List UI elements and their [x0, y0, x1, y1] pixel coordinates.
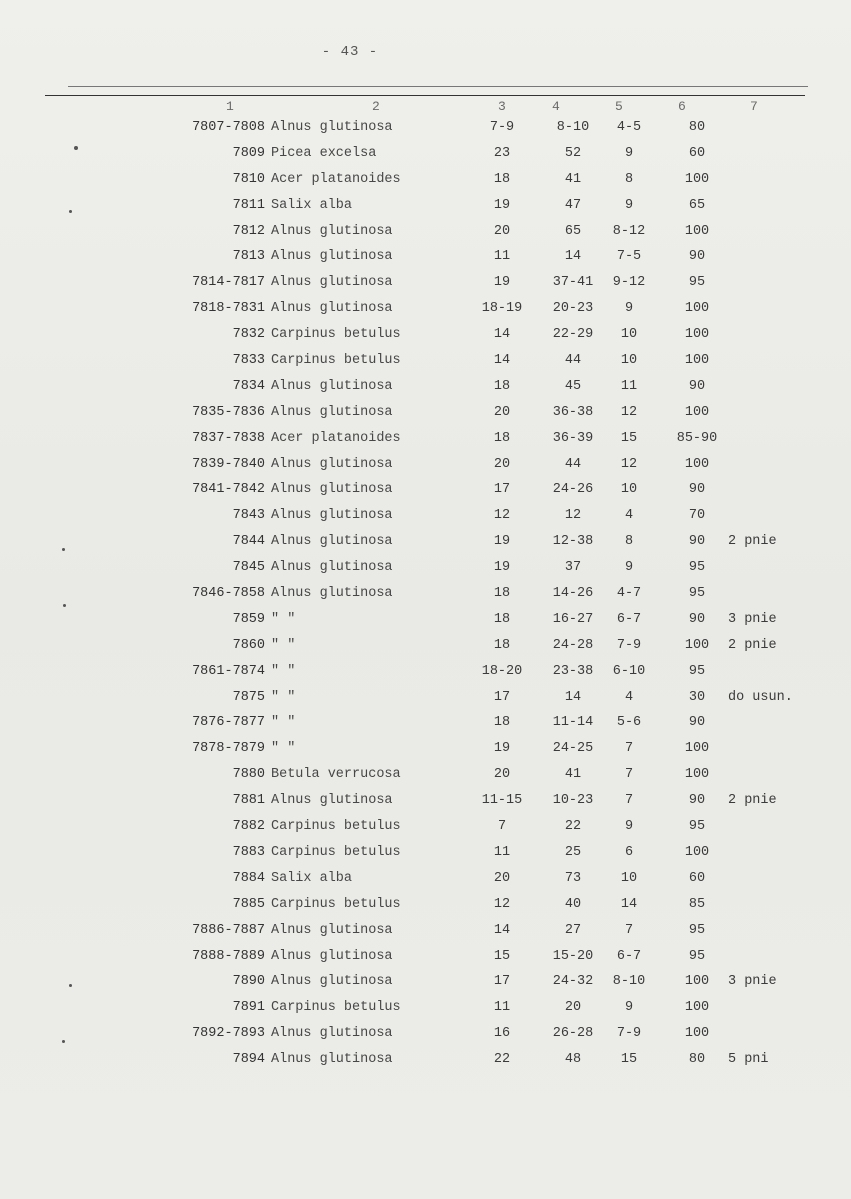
cell-col-5: 6 — [624, 844, 634, 860]
cell-col-2: Alnus glutinosa — [271, 249, 393, 265]
paper-speck — [62, 1040, 65, 1043]
cell-col-5: 8-12 — [612, 223, 646, 239]
cell-col-7: 2 pnie — [728, 793, 777, 809]
cell-col-3: 14 — [493, 353, 511, 369]
cell-col-3: 20 — [493, 404, 511, 420]
cell-col-3: 19 — [493, 560, 511, 576]
cell-col-3: 19 — [493, 741, 511, 757]
cell-col-6: 90 — [688, 611, 706, 627]
cell-col-4: 40 — [564, 896, 582, 912]
cell-col-3: 18-20 — [481, 663, 523, 679]
cell-col-4: 41 — [564, 767, 582, 783]
cell-col-3: 18 — [493, 586, 511, 602]
table-row — [0, 664, 851, 690]
cell-col-5: 8 — [624, 534, 634, 550]
cell-col-6: 80 — [688, 1052, 706, 1068]
cell-col-5: 15 — [620, 1052, 638, 1068]
cell-col-3: 18-19 — [481, 301, 523, 317]
cell-col-2: Alnus glutinosa — [271, 223, 393, 239]
cell-col-4: 44 — [564, 353, 582, 369]
cell-col-4: 22-29 — [552, 327, 594, 343]
paper-speck — [69, 984, 72, 987]
cell-col-1: 7875 — [232, 689, 265, 705]
cell-col-2: Alnus glutinosa — [271, 534, 393, 550]
cell-col-1: 7809 — [232, 145, 265, 161]
cell-col-6: 100 — [684, 456, 710, 472]
table-row — [0, 249, 851, 275]
table-row — [0, 120, 851, 146]
cell-col-1: 7878-7879 — [192, 741, 265, 757]
cell-col-3: 18 — [493, 171, 511, 187]
cell-col-3: 12 — [493, 896, 511, 912]
table-row — [0, 923, 851, 949]
cell-col-2: Alnus glutinosa — [271, 1052, 393, 1068]
paper-speck — [74, 146, 78, 150]
table-row — [0, 1000, 851, 1026]
cell-col-5: 4-7 — [616, 586, 642, 602]
cell-col-3: 17 — [493, 974, 511, 990]
cell-col-3: 7 — [497, 819, 507, 835]
cell-col-4: 12-38 — [552, 534, 594, 550]
cell-col-6: 70 — [688, 508, 706, 524]
cell-col-3: 18 — [493, 430, 511, 446]
cell-col-5: 7-9 — [616, 1026, 642, 1042]
cell-col-5: 10 — [620, 353, 638, 369]
cell-col-2: Acer platanoides — [271, 171, 401, 187]
cell-col-4: 14-26 — [552, 586, 594, 602]
cell-col-2: Alnus glutinosa — [271, 404, 393, 420]
header-rule-bottom — [45, 95, 805, 96]
table-row — [0, 560, 851, 586]
cell-col-7: do usun. — [728, 689, 793, 705]
table-row — [0, 327, 851, 353]
cell-col-1: 7880 — [232, 767, 265, 783]
header-rule-top — [68, 86, 808, 87]
cell-col-4: 24-28 — [552, 637, 594, 653]
cell-col-5: 7 — [624, 793, 634, 809]
cell-col-1: 7861-7874 — [192, 663, 265, 679]
cell-col-4: 37 — [564, 560, 582, 576]
cell-col-1: 7813 — [232, 249, 265, 265]
cell-col-6: 95 — [688, 922, 706, 938]
cell-col-3: 11-15 — [481, 793, 523, 809]
table-row — [0, 845, 851, 871]
table-row — [0, 275, 851, 301]
cell-col-3: 23 — [493, 145, 511, 161]
cell-col-5: 9 — [624, 197, 634, 213]
cell-col-6: 80 — [688, 120, 706, 135]
cell-col-3: 14 — [493, 327, 511, 343]
cell-col-5: 8 — [624, 171, 634, 187]
cell-col-4: 36-38 — [552, 404, 594, 420]
table-row — [0, 612, 851, 638]
cell-col-6: 100 — [684, 171, 710, 187]
cell-col-6: 100 — [684, 301, 710, 317]
table-row — [0, 715, 851, 741]
cell-col-5: 6-10 — [612, 663, 646, 679]
cell-col-5: 14 — [620, 896, 638, 912]
cell-col-6: 85 — [688, 896, 706, 912]
column-header-7: 7 — [750, 99, 758, 114]
table-row — [0, 508, 851, 534]
cell-col-5: 4 — [624, 508, 634, 524]
cell-col-4: 73 — [564, 870, 582, 886]
cell-col-1: 7835-7836 — [192, 404, 265, 420]
cell-col-1: 7844 — [232, 534, 265, 550]
cell-col-5: 7-9 — [616, 637, 642, 653]
cell-col-4: 25 — [564, 844, 582, 860]
cell-col-5: 10 — [620, 870, 638, 886]
cell-col-5: 11 — [620, 378, 638, 394]
cell-col-6: 90 — [688, 378, 706, 394]
cell-col-2: Carpinus betulus — [271, 844, 401, 860]
column-header-3: 3 — [498, 99, 506, 114]
cell-col-6: 95 — [688, 948, 706, 964]
cell-col-1: 7882 — [232, 819, 265, 835]
cell-col-6: 95 — [688, 586, 706, 602]
table-row — [0, 482, 851, 508]
cell-col-1: 7807-7808 — [192, 120, 265, 135]
cell-col-1: 7834 — [232, 378, 265, 394]
cell-col-4: 11-14 — [552, 715, 594, 731]
cell-col-6: 100 — [684, 637, 710, 653]
cell-col-4: 20 — [564, 1000, 582, 1016]
cell-col-6: 90 — [688, 534, 706, 550]
column-header-5: 5 — [615, 99, 623, 114]
cell-col-4: 45 — [564, 378, 582, 394]
cell-col-4: 8-10 — [556, 120, 590, 135]
cell-col-5: 10 — [620, 327, 638, 343]
cell-col-2: " " — [271, 715, 296, 731]
cell-col-4: 27 — [564, 922, 582, 938]
cell-col-7: 2 pnie — [728, 637, 777, 653]
cell-col-4: 23-38 — [552, 663, 594, 679]
table-row — [0, 949, 851, 975]
cell-col-1: 7810 — [232, 171, 265, 187]
cell-col-1: 7881 — [232, 793, 265, 809]
cell-col-6: 100 — [684, 327, 710, 343]
cell-col-4: 41 — [564, 171, 582, 187]
cell-col-6: 60 — [688, 870, 706, 886]
cell-col-2: Alnus glutinosa — [271, 560, 393, 576]
cell-col-5: 5-6 — [616, 715, 642, 731]
table-row — [0, 405, 851, 431]
table-row — [0, 690, 851, 716]
cell-col-2: Alnus glutinosa — [271, 508, 393, 524]
cell-col-3: 20 — [493, 456, 511, 472]
cell-col-4: 12 — [564, 508, 582, 524]
cell-col-6: 95 — [688, 819, 706, 835]
cell-col-3: 16 — [493, 1026, 511, 1042]
table-row — [0, 379, 851, 405]
cell-col-2: Alnus glutinosa — [271, 586, 393, 602]
cell-col-3: 18 — [493, 637, 511, 653]
cell-col-2: Alnus glutinosa — [271, 456, 393, 472]
cell-col-6: 95 — [688, 560, 706, 576]
paper-speck — [63, 604, 66, 607]
table-row — [0, 638, 851, 664]
cell-col-5: 6-7 — [616, 611, 642, 627]
table-row — [0, 1026, 851, 1052]
cell-col-2: Alnus glutinosa — [271, 1026, 393, 1042]
cell-col-5: 7 — [624, 741, 634, 757]
cell-col-5: 9-12 — [612, 275, 646, 291]
cell-col-3: 19 — [493, 197, 511, 213]
cell-col-3: 20 — [493, 870, 511, 886]
table-row — [0, 172, 851, 198]
column-header-2: 2 — [372, 99, 380, 114]
cell-col-2: Picea excelsa — [271, 145, 377, 161]
table-row — [0, 767, 851, 793]
cell-col-4: 36-39 — [552, 430, 594, 446]
column-header-4: 4 — [552, 99, 560, 114]
cell-col-4: 24-25 — [552, 741, 594, 757]
cell-col-7: 5 pni — [728, 1052, 769, 1068]
cell-col-1: 7883 — [232, 844, 265, 860]
cell-col-3: 19 — [493, 534, 511, 550]
cell-col-3: 7-9 — [489, 120, 515, 135]
cell-col-2: Alnus glutinosa — [271, 922, 393, 938]
cell-col-4: 16-27 — [552, 611, 594, 627]
table-row — [0, 224, 851, 250]
cell-col-1: 7860 — [232, 637, 265, 653]
table-row — [0, 897, 851, 923]
cell-col-1: 7884 — [232, 870, 265, 886]
cell-col-6: 100 — [684, 1026, 710, 1042]
cell-col-6: 100 — [684, 767, 710, 783]
cell-col-1: 7885 — [232, 896, 265, 912]
cell-col-4: 24-26 — [552, 482, 594, 498]
cell-col-2: Carpinus betulus — [271, 819, 401, 835]
cell-col-5: 12 — [620, 456, 638, 472]
cell-col-1: 7888-7889 — [192, 948, 265, 964]
cell-col-5: 4-5 — [616, 120, 642, 135]
table-row — [0, 793, 851, 819]
cell-col-5: 9 — [624, 560, 634, 576]
cell-col-1: 7841-7842 — [192, 482, 265, 498]
cell-col-5: 15 — [620, 430, 638, 446]
cell-col-1: 7814-7817 — [192, 275, 265, 291]
cell-col-6: 100 — [684, 741, 710, 757]
cell-col-6: 60 — [688, 145, 706, 161]
cell-col-1: 7818-7831 — [192, 301, 265, 317]
table-row — [0, 741, 851, 767]
cell-col-6: 90 — [688, 249, 706, 265]
cell-col-2: " " — [271, 689, 296, 705]
cell-col-1: 7886-7887 — [192, 922, 265, 938]
cell-col-6: 100 — [684, 223, 710, 239]
cell-col-1: 7811 — [232, 197, 265, 213]
cell-col-3: 18 — [493, 378, 511, 394]
cell-col-2: Alnus glutinosa — [271, 275, 393, 291]
cell-col-6: 100 — [684, 974, 710, 990]
cell-col-2: " " — [271, 611, 296, 627]
cell-col-4: 26-28 — [552, 1026, 594, 1042]
cell-col-1: 7892-7893 — [192, 1026, 265, 1042]
cell-col-3: 11 — [493, 844, 511, 860]
cell-col-6: 90 — [688, 482, 706, 498]
table-row — [0, 198, 851, 224]
paper-speck — [69, 210, 72, 213]
cell-col-6: 30 — [688, 689, 706, 705]
column-header-6: 6 — [678, 99, 686, 114]
cell-col-6: 100 — [684, 1000, 710, 1016]
cell-col-6: 90 — [688, 715, 706, 731]
cell-col-2: Salix alba — [271, 197, 353, 213]
table-row — [0, 353, 851, 379]
cell-col-4: 10-23 — [552, 793, 594, 809]
cell-col-1: 7891 — [232, 1000, 265, 1016]
table-row — [0, 534, 851, 560]
cell-col-3: 17 — [493, 689, 511, 705]
cell-col-6: 100 — [684, 404, 710, 420]
cell-col-5: 4 — [624, 689, 634, 705]
cell-col-4: 52 — [564, 145, 582, 161]
cell-col-1: 7837-7838 — [192, 430, 265, 446]
cell-col-2: " " — [271, 663, 296, 679]
cell-col-2: Alnus glutinosa — [271, 482, 393, 498]
cell-col-6: 90 — [688, 793, 706, 809]
cell-col-2: Acer platanoides — [271, 430, 401, 446]
cell-col-5: 6-7 — [616, 948, 642, 964]
cell-col-3: 11 — [493, 1000, 511, 1016]
cell-col-2: Carpinus betulus — [271, 353, 401, 369]
cell-col-3: 12 — [493, 508, 511, 524]
cell-col-5: 9 — [624, 301, 634, 317]
table-row — [0, 431, 851, 457]
cell-col-2: Alnus glutinosa — [271, 301, 393, 317]
table-row — [0, 819, 851, 845]
cell-col-3: 15 — [493, 948, 511, 964]
cell-col-1: 7845 — [232, 560, 265, 576]
cell-col-2: Alnus glutinosa — [271, 378, 393, 394]
cell-col-2: Alnus glutinosa — [271, 120, 393, 135]
cell-col-6: 100 — [684, 353, 710, 369]
cell-col-2: Carpinus betulus — [271, 1000, 401, 1016]
cell-col-4: 65 — [564, 223, 582, 239]
cell-col-2: Alnus glutinosa — [271, 948, 393, 964]
cell-col-3: 22 — [493, 1052, 511, 1068]
cell-col-2: Alnus glutinosa — [271, 793, 393, 809]
column-header-1: 1 — [226, 99, 234, 114]
cell-col-1: 7833 — [232, 353, 265, 369]
cell-col-3: 20 — [493, 223, 511, 239]
cell-col-3: 18 — [493, 715, 511, 731]
cell-col-2: " " — [271, 637, 296, 653]
page-number: - 43 - — [321, 44, 379, 60]
cell-col-1: 7846-7858 — [192, 586, 265, 602]
cell-col-4: 24-32 — [552, 974, 594, 990]
cell-col-5: 8-10 — [612, 974, 646, 990]
tree-inventory-table — [0, 120, 851, 1078]
cell-col-5: 12 — [620, 404, 638, 420]
cell-col-3: 14 — [493, 922, 511, 938]
cell-col-3: 20 — [493, 767, 511, 783]
cell-col-1: 7839-7840 — [192, 456, 265, 472]
cell-col-6: 65 — [688, 197, 706, 213]
cell-col-3: 19 — [493, 275, 511, 291]
cell-col-4: 22 — [564, 819, 582, 835]
table-row — [0, 586, 851, 612]
cell-col-2: Carpinus betulus — [271, 896, 401, 912]
cell-col-6: 95 — [688, 663, 706, 679]
cell-col-5: 7 — [624, 922, 634, 938]
cell-col-3: 17 — [493, 482, 511, 498]
cell-col-2: Carpinus betulus — [271, 327, 401, 343]
cell-col-2: " " — [271, 741, 296, 757]
cell-col-1: 7890 — [232, 974, 265, 990]
cell-col-4: 14 — [564, 249, 582, 265]
cell-col-4: 47 — [564, 197, 582, 213]
cell-col-4: 14 — [564, 689, 582, 705]
cell-col-2: Betula verrucosa — [271, 767, 401, 783]
cell-col-4: 48 — [564, 1052, 582, 1068]
cell-col-4: 44 — [564, 456, 582, 472]
table-row — [0, 301, 851, 327]
cell-col-7: 3 pnie — [728, 611, 777, 627]
cell-col-3: 18 — [493, 611, 511, 627]
cell-col-1: 7859 — [232, 611, 265, 627]
cell-col-1: 7843 — [232, 508, 265, 524]
table-row — [0, 974, 851, 1000]
cell-col-3: 11 — [493, 249, 511, 265]
cell-col-1: 7812 — [232, 223, 265, 239]
cell-col-5: 9 — [624, 819, 634, 835]
cell-col-7: 2 pnie — [728, 534, 777, 550]
cell-col-2: Alnus glutinosa — [271, 974, 393, 990]
table-row — [0, 871, 851, 897]
cell-col-6: 95 — [688, 275, 706, 291]
cell-col-4: 20-23 — [552, 301, 594, 317]
cell-col-5: 7 — [624, 767, 634, 783]
table-row — [0, 457, 851, 483]
cell-col-2: Salix alba — [271, 870, 353, 886]
cell-col-5: 7-5 — [616, 249, 642, 265]
cell-col-5: 9 — [624, 1000, 634, 1016]
cell-col-4: 15-20 — [552, 948, 594, 964]
cell-col-6: 85-90 — [676, 430, 718, 446]
table-row — [0, 1052, 851, 1078]
cell-col-4: 37-41 — [552, 275, 594, 291]
cell-col-7: 3 pnie — [728, 974, 777, 990]
cell-col-1: 7894 — [232, 1052, 265, 1068]
cell-col-5: 10 — [620, 482, 638, 498]
paper-speck — [62, 548, 65, 551]
cell-col-1: 7832 — [232, 327, 265, 343]
cell-col-6: 100 — [684, 844, 710, 860]
cell-col-1: 7876-7877 — [192, 715, 265, 731]
cell-col-5: 9 — [624, 145, 634, 161]
table-row — [0, 146, 851, 172]
